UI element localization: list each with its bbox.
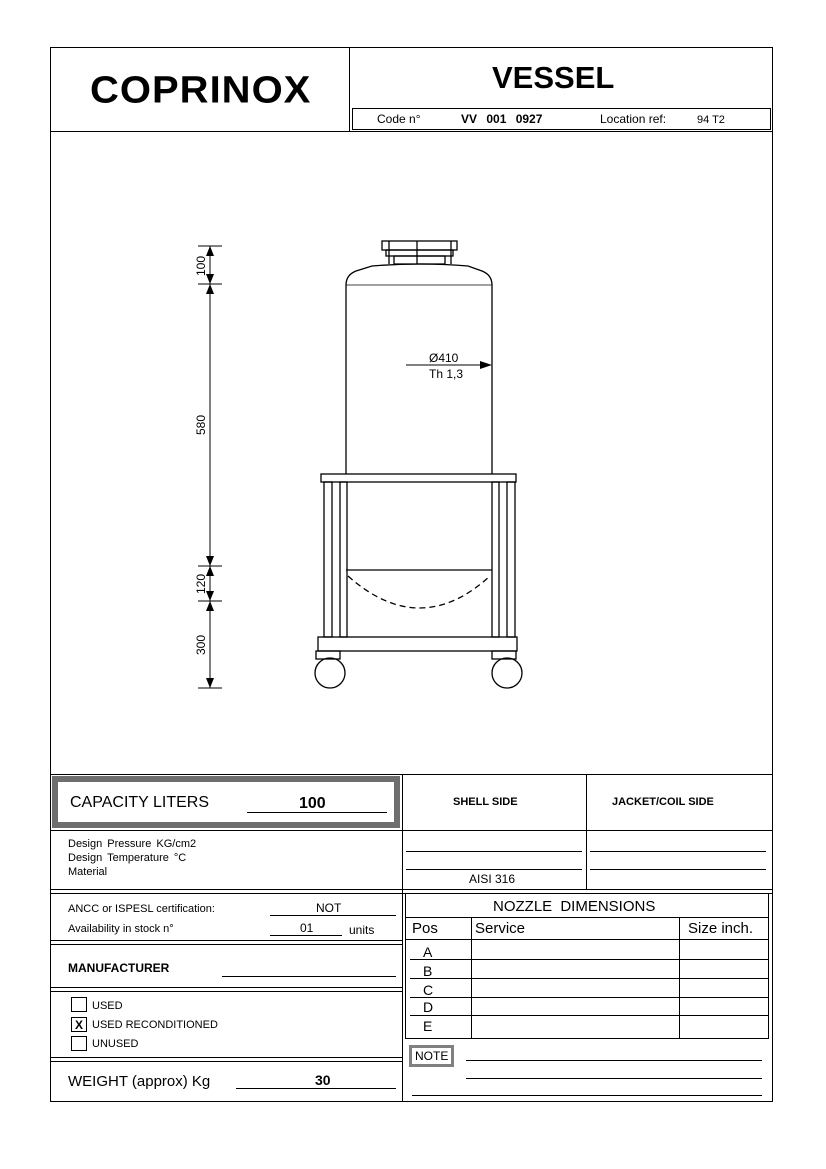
note-label: NOTE [409, 1045, 454, 1067]
nozzle-title: NOZZLE DIMENSIONS [493, 898, 656, 915]
certification-label: ANCC or ISPESL certification: [68, 903, 215, 915]
design-line-2 [406, 869, 582, 870]
page-title: VESSEL [492, 60, 615, 95]
spec-gap-line [50, 893, 773, 894]
caster-left [315, 658, 345, 688]
manufacturer-bottom-line [50, 987, 402, 988]
certification-value: NOT [316, 901, 342, 915]
manufacturer-underline [222, 976, 396, 977]
used-checkbox[interactable] [71, 997, 87, 1012]
design-bottom-line [50, 889, 773, 890]
spec-center-divider [402, 774, 403, 1102]
stock-bottom-line [50, 940, 402, 941]
nozzle-left-border [405, 893, 406, 1039]
leg-right [492, 482, 499, 637]
weight-underline [236, 1088, 396, 1089]
nozzle-right-border [768, 893, 769, 1039]
nozzle-col-service: Service [475, 920, 526, 937]
spec-top-line [50, 774, 773, 775]
code-value: VV 001 0927 [461, 112, 543, 126]
used-label: USED [92, 1000, 123, 1012]
jacket-divider [586, 774, 587, 889]
shell-material-value: AISI 316 [469, 872, 516, 886]
certification-underline [270, 915, 396, 916]
condition-gap-line [50, 1061, 402, 1062]
manufacturer-label: MANUFACTURER [68, 961, 170, 975]
design-line-4 [590, 869, 766, 870]
diameter-label: Ø410 [429, 351, 459, 365]
shell-side-header: SHELL SIDE [453, 796, 518, 808]
design-line-1 [406, 851, 582, 852]
capacity-value: 100 [299, 795, 326, 812]
location-value: 94 T2 [697, 114, 725, 126]
nozzle-pos-a: A [423, 944, 433, 960]
unused-checkbox[interactable] [71, 1036, 87, 1051]
weight-label: WEIGHT (approx) Kg [68, 1073, 211, 1090]
dished-bottom [348, 576, 490, 608]
thickness-label: Th 1,3 [429, 367, 464, 381]
stock-label: Availability in stock n° [68, 923, 174, 935]
jacket-side-header: JACKET/COIL SIDE [612, 796, 714, 808]
material-label: Material [68, 866, 108, 878]
dim-legs-label: 300 [194, 634, 208, 656]
used-reconditioned-label: USED RECONDITIONED [92, 1019, 218, 1031]
nozzle-row-line-d [410, 1015, 768, 1016]
caster-right [492, 658, 522, 688]
capacity-underline [247, 812, 387, 813]
nozzle-pos-b: B [423, 963, 433, 979]
spec-header-line [50, 830, 773, 831]
nozzle-header-line [405, 939, 768, 940]
dim-top-label: 100 [194, 255, 208, 277]
nozzle-title-line [405, 917, 768, 918]
nozzle-pos-d: D [423, 999, 434, 1015]
condition-bottom-line [50, 1057, 402, 1058]
unused-label: UNUSED [92, 1038, 139, 1050]
stock-value: 01 [300, 921, 314, 935]
top-flange [382, 241, 457, 250]
stock-underline [270, 935, 342, 936]
nozzle-pos-c: C [423, 982, 434, 998]
nozzle-row-line-a [410, 959, 768, 960]
nozzle-row-line-b [410, 978, 768, 979]
support-ring [321, 474, 516, 482]
leg-left [324, 482, 332, 637]
dim-shell-label: 580 [194, 414, 208, 436]
location-label: Location ref: [600, 112, 667, 126]
stock-gap-line [50, 944, 402, 945]
design-temperature-label: Design Temperature °C [68, 852, 187, 864]
design-line-3 [590, 851, 766, 852]
nozzle-row-line-c [410, 997, 768, 998]
dim-bottom-label: 120 [194, 573, 208, 595]
company-logo: COPRINOX [90, 69, 312, 111]
vessel-shell [346, 264, 492, 474]
note-line-3 [412, 1095, 762, 1096]
capacity-label: CAPACITY LITERS [70, 794, 209, 811]
nozzle-bottom-line [405, 1038, 768, 1039]
code-label: Code n° [377, 112, 421, 126]
nozzle-pos-e: E [423, 1018, 433, 1034]
note-line-2 [466, 1078, 762, 1079]
note-line-1 [466, 1060, 762, 1061]
stock-units: units [349, 923, 375, 937]
nozzle-col-pos: Pos [412, 920, 438, 937]
nozzle-col-size: Size inch. [688, 920, 754, 937]
weight-value: 30 [315, 1072, 331, 1088]
used-reconditioned-checkbox[interactable]: X [71, 1017, 87, 1032]
manufacturer-gap-line [50, 991, 402, 992]
bottom-frame [318, 637, 517, 651]
design-pressure-label: Design Pressure KG/cm2 [68, 838, 197, 850]
